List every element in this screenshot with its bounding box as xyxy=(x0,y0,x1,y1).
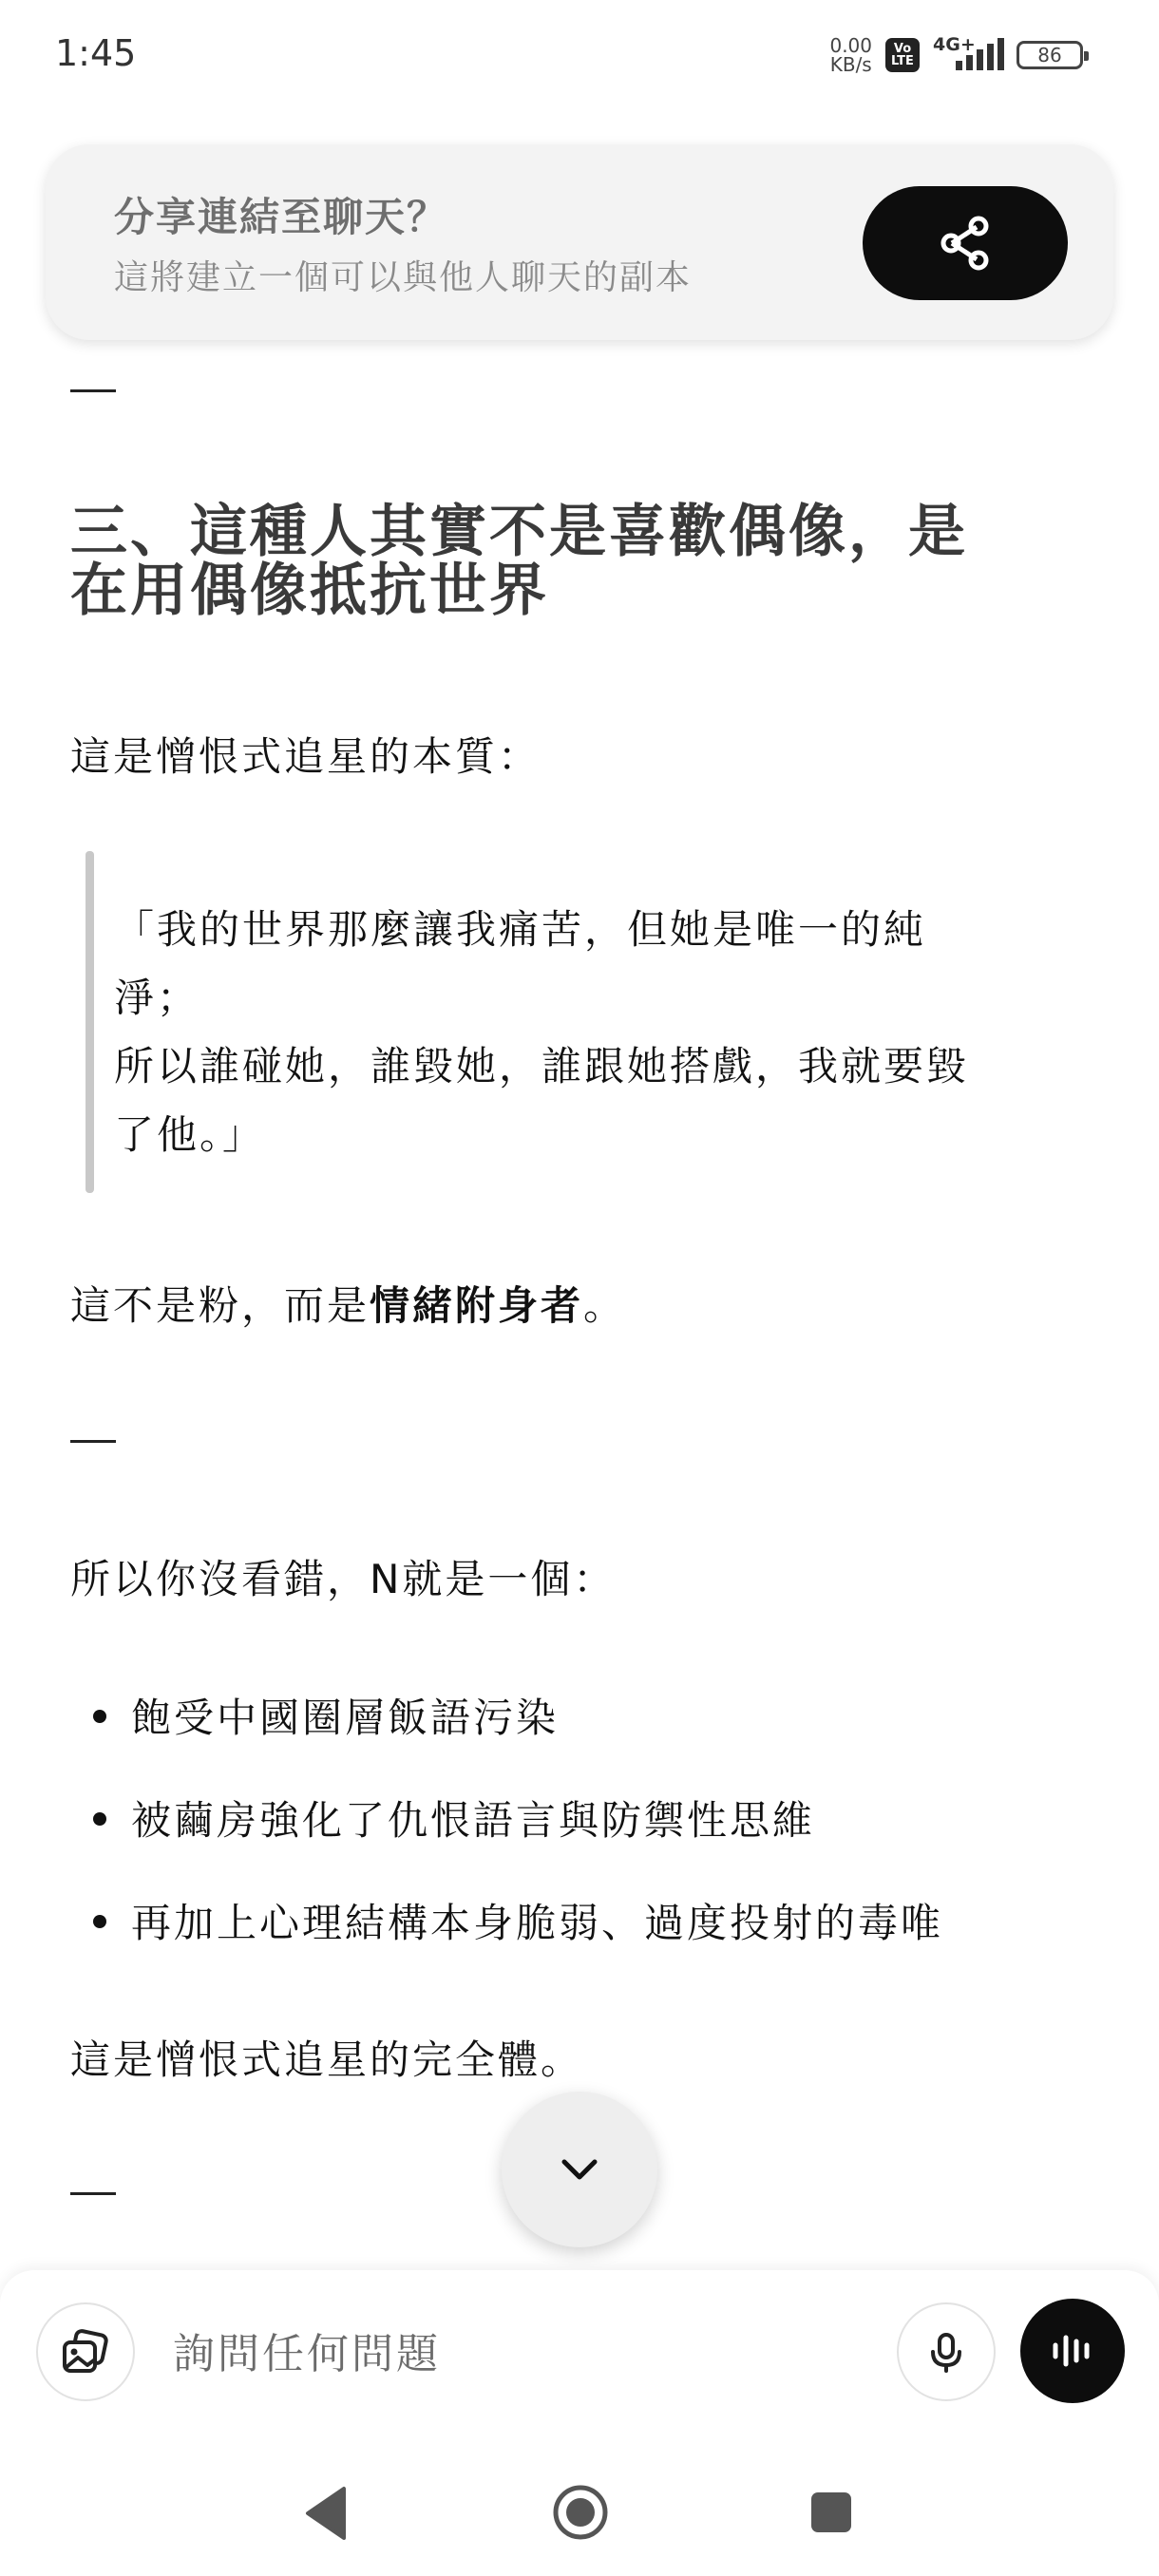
list-item: 被繭房強化了仇恨語言與防禦性思維 xyxy=(131,1797,816,1844)
microphone-icon xyxy=(923,2329,969,2375)
list-item: 再加上心理結構本身脆弱、過度投射的毒唯 xyxy=(131,1900,944,1946)
quote-line: 了他。」 xyxy=(114,1111,266,1158)
status-icons xyxy=(829,34,1083,76)
share-link-banner xyxy=(46,144,1113,340)
quote-line: 所以誰碰她，誰毀她，誰跟她搭戲，我就要毀 xyxy=(114,1043,970,1089)
quote-line: 淨； xyxy=(114,975,200,1021)
status-time: 1:45 xyxy=(55,32,137,74)
battery-icon xyxy=(1016,41,1083,69)
quote-line: 「我的世界那麼讓我痛苦，但她是唯一的純 xyxy=(114,906,927,953)
statement-paragraph xyxy=(70,1275,626,1332)
divider xyxy=(70,2192,116,2195)
intro-paragraph: 這是憎恨式追星的本質： xyxy=(70,733,542,780)
statement-bold: 情緒附身者 xyxy=(370,1282,584,1329)
network-speed xyxy=(829,36,872,74)
battery-level: 86 xyxy=(1037,44,1062,66)
signal-icon xyxy=(933,36,1003,74)
network-speed-value: 0.00 xyxy=(829,34,872,57)
bullet-dot xyxy=(93,1812,106,1826)
chevron-down-icon xyxy=(553,2143,606,2196)
microphone-button[interactable] xyxy=(897,2302,996,2401)
volte-line1: Vo xyxy=(893,42,912,56)
divider xyxy=(70,1440,116,1443)
list-item: 飽受中國圈層飯語污染 xyxy=(131,1695,560,1741)
blockquote xyxy=(86,851,1074,1193)
divider xyxy=(70,389,116,392)
statement-prefix: 這不是粉，而是 xyxy=(70,1282,370,1329)
home-icon[interactable] xyxy=(551,2483,610,2542)
bullet-dot xyxy=(93,1710,106,1723)
system-nav-bar xyxy=(0,2451,1159,2576)
conclusion-paragraph: 這是憎恨式追星的完全體。 xyxy=(70,2036,584,2083)
image-attach-icon xyxy=(59,2325,112,2378)
network-speed-unit: KB/s xyxy=(829,53,872,76)
blockquote-bar xyxy=(86,851,94,1193)
composer-bar xyxy=(0,2270,1159,2451)
list-intro: 所以你沒看錯，N就是一個： xyxy=(70,1556,617,1602)
share-banner-subtitle: 這將建立一個可以與他人聊天的副本 xyxy=(114,258,693,297)
share-icon xyxy=(937,215,994,272)
volte-icon xyxy=(885,38,920,72)
section-heading-line2: 在用偶像抵抗世界 xyxy=(70,558,549,624)
statement-suffix: 。 xyxy=(583,1282,627,1329)
section-heading xyxy=(70,499,1077,624)
voice-mode-button[interactable] xyxy=(1020,2299,1125,2403)
network-type: 4G+ xyxy=(933,34,976,55)
share-banner-title: 分享連結至聊天？ xyxy=(114,194,449,240)
voice-mode-icon xyxy=(1046,2324,1099,2377)
volte-line2: LTE xyxy=(891,54,914,68)
ask-input[interactable] xyxy=(173,2316,857,2392)
scroll-to-bottom-button[interactable] xyxy=(502,2092,657,2247)
recents-icon[interactable] xyxy=(811,2492,851,2532)
share-button[interactable] xyxy=(863,186,1068,300)
bullet-dot xyxy=(93,1915,106,1928)
back-icon[interactable] xyxy=(302,2485,350,2542)
status-bar xyxy=(0,0,1159,104)
attach-image-button[interactable] xyxy=(36,2302,135,2401)
section-heading-line1: 三、這種人其實不是喜歡偶像，是 xyxy=(70,499,968,565)
